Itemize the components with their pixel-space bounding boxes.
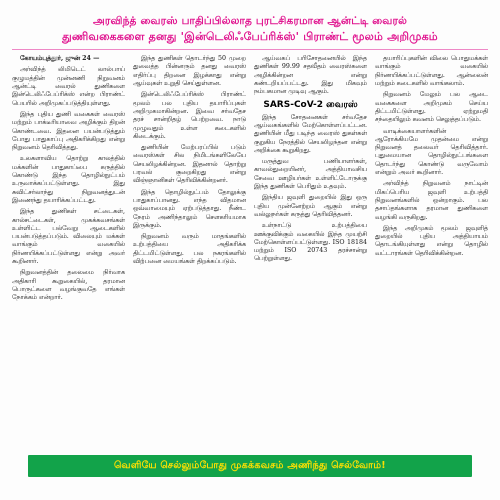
article-body: [12, 55, 488, 440]
article-column-4: [375, 55, 488, 440]
paragraph: துணியின் மேற்பரப்பில் படும் வைரஸ்கள் சில நிமிடங்களிலேயே செயலிழக்கின்றன. இதனால் தொற்று பரவல் குறைகிறது என்று விஞ்ஞானிகள் தெரிவிக்கின்றனர்.: [133, 144, 246, 185]
paragraph: அர்விந்த் லிமிடெட் லால்பாய் குழுமத்தின் முன்னணி நிறுவனம் ஆன்ட்டி வைரல் துணிகளை இன்டெலிஃபேப்ரிக்ஸ் என்ற பிராண்ட் பெயரில் அறிமுகப்படுத்தியுள்ளது.: [12, 66, 125, 107]
paragraph: உலகளாவிய தொற்று காலத்தில் மக்களின் பாதுகாப்பை கருத்தில் கொண்டு இந்த தொழில்நுட்பம் உருவாக்கப்பட்டுள்ளது. இது சுவிட்சர்லாந்து நிறுவனத்துடன் இணைந்து தயாரிக்கப்பட்டது.: [12, 155, 125, 204]
headline-line-2: துணிவகைகளை தனது 'இன்டெலிஃபேப்ரிக்ஸ்' பிராண்ட் மூலம் அறிமுகம்: [62, 30, 438, 44]
paragraph: இந்த புதிய துணி வகைகள் வைரஸ் மற்றும் பாக்டீரியாவை அழிக்கும் திறன் கொண்டவை. இதனை பயன்படுத்தும் போது பாதுகாப்பு அதிகரிக்கிறது என்று நிறுவனம் தெரிவித்தது.: [12, 110, 125, 152]
article-headline: [12, 14, 488, 45]
paragraph: இந்த துணிகள் சட்டைகள், கால்சட்டைகள், முகக்கவசங்கள் உள்ளிட்ட பல்வேறு ஆடைகளில் பயன்படுத்தப்படும். விலையும் மக்கள் வாங்கும் வகையில் நிர்ணயிக்கப்பட்டுள்ளது என்று அவர் கூறினார்.: [12, 208, 125, 265]
paragraph: ஆய்வகப் பரிசோதனையில் இந்த துணிகள் 99.99 சதவீதம் வைரஸ்களை அழிக்கின்றன என்று கண்டறியப்பட்டது. இது மிகவும் நம்பகமான முடிவு ஆகும்.: [254, 55, 367, 96]
headline-line-1: அரவிந்த் வைரஸ் பாதிப்பில்லாத புரட்சிகரமான ஆன்ட்டி வைரல்: [92, 15, 407, 27]
paragraph: இந்த துணிகள் தொடர்ந்து 50 முறை துவைத்த பின்னரும் தனது வைரஸ் எதிர்ப்பு திறனை இழக்காது என்று ஆய்வுகள் உறுதி செய்துள்ளன.: [133, 55, 246, 88]
paragraph: இந்த சோதனைகள் சர்வதேச ஆய்வகங்களில் மேற்கொள்ளப்பட்டன. துணியின் மீது படிந்த வைரஸ் துகள்கள் குறுகிய நேரத்தில் செயலிழந்தன என்று அறிக்கை கூறுகிறது.: [254, 113, 367, 154]
paragraph: இந்திய ஜவுளி துறையில் இது ஒரு புதிய முன்னேற்றம் ஆகும் என்று வல்லுநர்கள் கருத்து தெரிவித்தனர்.: [254, 194, 367, 218]
paragraph: இந்த அறிமுகம் மூலம் ஜவுளித் துறையில் புதிய அத்தியாயம் தொடங்கியுள்ளது என்று தொழில் வட்டாரங்கள் தெரிவிக்கின்றன.: [375, 224, 488, 257]
article-column-2: [133, 55, 246, 440]
dateline: கோயம்புத்தூர், ஜுன் 24 —: [20, 55, 100, 63]
paragraph: தயாரிப்புகளின் விலை பொதுமக்கள் வாங்கும் வகையில் நிர்ணயிக்கப்பட்டுள்ளது. ஆன்லைன் மற்றும் கடைகளில் வாங்கலாம்.: [375, 55, 488, 88]
headline-divider: [12, 49, 488, 50]
section-subhead: SARS-CoV-2 வைரஸ்: [263, 99, 358, 110]
paragraph: நிறுவனத்தின் தலைமை நிர்வாக அதிகாரி கூறுகையில், தரமான பொருட்களை வழங்குவதே எங்கள் நோக்கம் என்றார்.: [12, 269, 125, 302]
paragraph: இந்த தொழில்நுட்பம் தோலுக்கு பாதுகாப்பானது. எந்த விதமான ஒவ்வாமையும் ஏற்படுத்தாது. நீண்ட நேரம் அணிந்தாலும் சௌகரியமாக இருக்கும்.: [133, 188, 246, 229]
article-column-3: [254, 55, 367, 440]
paragraph: வாடிக்கையாளர்களின் ஆரோக்கியமே முதன்மை என்று நிறுவனத் தலைவர் தெரிவித்தார். புதுமையான தொழில்நுட்பங்களை தொடர்ந்து கொண்டு வருவோம் என்றும் அவர் கூறினார்.: [375, 127, 488, 177]
paragraph: நிறுவனம் மேலும் பல ஆடை வகைகளை அறிமுகம் செய்ய திட்டமிட்டுள்ளது. ஏற்றுமதி சந்தையிலும் கவனம் செலுத்தப்படும்.: [375, 91, 488, 124]
paragraph: இன்டெலிஃபேப்ரிக்ஸ் பிராண்ட் மூலம் பல புதிய தயாரிப்புகள் அறிமுகமாகின்றன. இவை சர்வதேச தரச் சான்றிதழ் பெற்றவை. நாடு முழுவதும் உள்ள கடைகளில் கிடைக்கும்.: [133, 91, 246, 140]
mask-reminder-banner: வெளியே செல்லும்போது முகக்கவசம் அணிந்து செல்வோம்!: [28, 455, 472, 477]
paragraph: மருத்துவ பணியாளர்கள், காவல்துறையினர், அத்தியாவசிய சேவை ஊழியர்கள் உள்ளிட்டோருக்கு இந்த துணிகள் பெரிதும் உதவும்.: [254, 158, 367, 191]
paragraph: உள்நாட்டு உற்பத்தியை ஊக்குவிக்கும் வகையில் இந்த முயற்சி மேற்கொள்ளப்பட்டுள்ளது. ISO 18184 மற்றும் ISO 20743 தரச்சான்று பெற்றுள்ளது.: [254, 222, 367, 263]
paragraph: நிறுவனம் வரும் மாதங்களில் உற்பத்தியை அதிகரிக்க திட்டமிட்டுள்ளது. பல நகரங்களில் விற்பனை மையங்கள் திறக்கப்படும்.: [133, 233, 246, 265]
article-column-1: [12, 55, 125, 440]
paragraph: அர்விந்த் நிறுவனம் நாட்டின் மிகப்பெரிய ஜவுளி உற்பத்தி நிறுவனங்களில் ஒன்றாகும். பல தசாப்தங்களாக தரமான துணிகளை வழங்கி வருகிறது.: [375, 180, 488, 221]
